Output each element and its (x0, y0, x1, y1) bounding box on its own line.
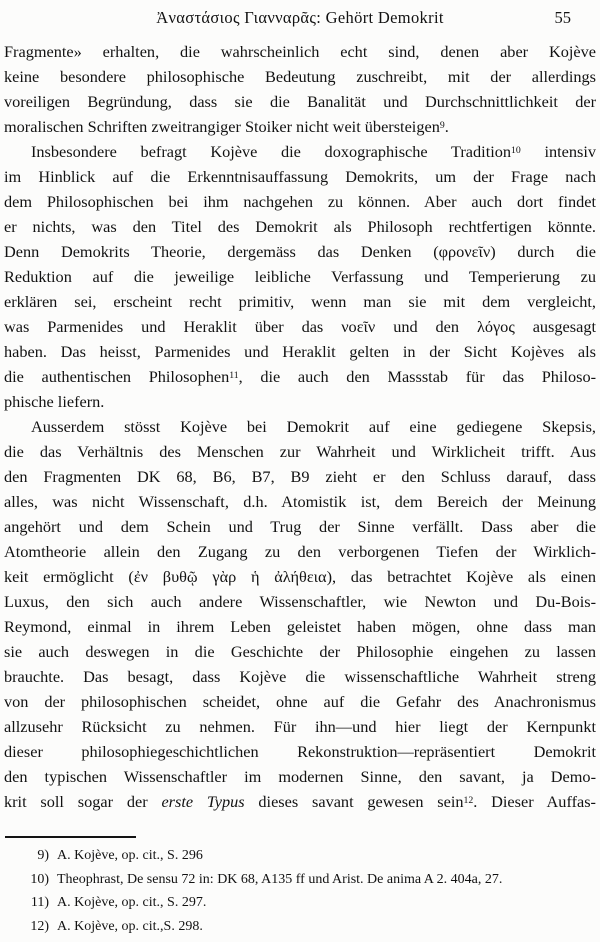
text-line: dem Philosophischen bei ihm nachgehen zu können. Aber auch dort findet (4, 192, 596, 211)
text-line: phische liefern. (4, 392, 105, 411)
text-line: voreiligen Begründung, dass sie die Banalität und Durchschnittlichkeit der (4, 92, 596, 111)
text-line: brauchte. Das besagt, dass Kojève die wissenschaftliche Wahrheit streng (4, 667, 596, 686)
body-text (4, 39, 596, 814)
text-line: den typischen Wissenschaftler im modernen Sinne, den savant, ja Demo- (4, 767, 596, 786)
footnote-text: A. Kojève, op. cit.,S. 298. (57, 918, 203, 934)
text-line: von der philosophischen scheidet, ohne auf die Gefahr des Anachronismus (4, 692, 596, 711)
footnote-number: 10) (30, 871, 49, 887)
text-line: erklären sei, erscheint recht primitiv, wenn man sie mit dem vergleicht, (4, 292, 596, 311)
text-line: die das Verhältnis des Menschen zur Wahrheit und Wirklicheit trifft. Aus (4, 442, 596, 461)
text-line: Fragmente» erhalten, die wahrscheinlich echt sind, denen aber Kojève (4, 42, 596, 61)
text-line: er nichts, was den Titel des Demokrit als Philosoph rechtfertigen könnte. (4, 217, 596, 236)
text-line: den Fragmenten DK 68, B6, B7, B9 zieht er den Schluss darauf, dass (4, 467, 596, 486)
text-line: Luxus, den sich auch andere Wissenschaftler, wie Newton und Du-Bois- (4, 592, 596, 611)
text-line: allzusehr Rücksicht zu nehmen. Für ihn—und hier liegt der Kernpunkt (4, 717, 596, 736)
footnote (4, 915, 596, 939)
text-line: dieser philosophiegeschichtlichen Rekonstruktion—repräsentiert Demokrit (4, 742, 596, 761)
footnote-number: 11) (30, 895, 49, 910)
footnote (4, 868, 596, 892)
text-line: alles, was nicht Wissenschaft, d.h. Atomistik ist, dem Bereich der Meinung (4, 492, 596, 511)
text-line: Atomtheorie allein den Zugang zu den verborgenen Tiefen der Wirklich- (4, 542, 596, 561)
text-line: Reduktion auf die jeweilige leibliche Verfassung und Temperierung zu (4, 267, 596, 286)
text-line: die authentischen Philosophen$^{11}$, die auch den Massstab für das Philoso- (4, 367, 597, 386)
footnotes (4, 844, 596, 938)
text-line: keit ermöglicht (ἐν βυθῷ γὰρ ἡ ἀλήθεια), das betrachtet Kojève als einen (4, 567, 596, 586)
text-line: krit soll sogar der erste Typus dieses savant gewesen sein$^{12}$. Dieser Auffas- (4, 792, 596, 811)
footnote-text: A. Kojève, op. cit., S. 297. (57, 895, 207, 910)
text-line: Ausserdem stösst Kojève bei Demokrit auf eine gediegene Skepsis, (31, 417, 596, 436)
footnote-number: 9) (37, 848, 49, 863)
text-line: moralischen Schriften zweitrangiger Stoiker nicht weit übersteigen$^9$. (4, 117, 449, 136)
text-line: keine besondere philosophische Bedeutung zuschreibt, mit der allerdings (4, 67, 596, 86)
text-line: angehört und dem Schein und Trug der Sinne verfällt. Dass aber die (4, 517, 596, 536)
text-line: haben. Das heisst, Parmenides und Heraklit gelten in der Sicht Kojèves als (4, 342, 596, 361)
footnote-number: 12) (30, 918, 49, 934)
text-line: Reymond, einmal in ihrem Leben geleistet haben mögen, ohne dass man (4, 617, 596, 636)
footnote-text: Theophrast, De sensu 72 in: DK 68, A135 ff und Arist. De anima A 2. 404a, 27. (57, 871, 503, 887)
text-line: Denn Demokrits Theorie, dergemäss das Denken (φρονεῖν) durch die (4, 242, 596, 261)
text-line: was Parmenides und Heraklit über das νοεῖν und den λόγος ausgesagt (4, 317, 596, 336)
footnote (4, 844, 596, 868)
text-line: sie auch deswegen in die Geschichte der Philosophie eingehen zu lassen (4, 642, 596, 661)
footnote-text: A. Kojève, op. cit., S. 296 (57, 848, 203, 863)
text-line: im Hinblick auf die Erkenntnisauffassung Demokrits, um der Frage nach (4, 167, 596, 186)
footnote-separator (5, 836, 136, 838)
page-header (0, 8, 600, 30)
page-number: 55 (554, 8, 571, 27)
text-line: Insbesondere befragt Kojève die doxographische Tradition$^{10}$ intensiv (31, 142, 597, 161)
footnote (4, 891, 596, 915)
running-title: Ἀναστάσιος Γιανναρᾶς: Gehört Demokrit (156, 8, 444, 27)
